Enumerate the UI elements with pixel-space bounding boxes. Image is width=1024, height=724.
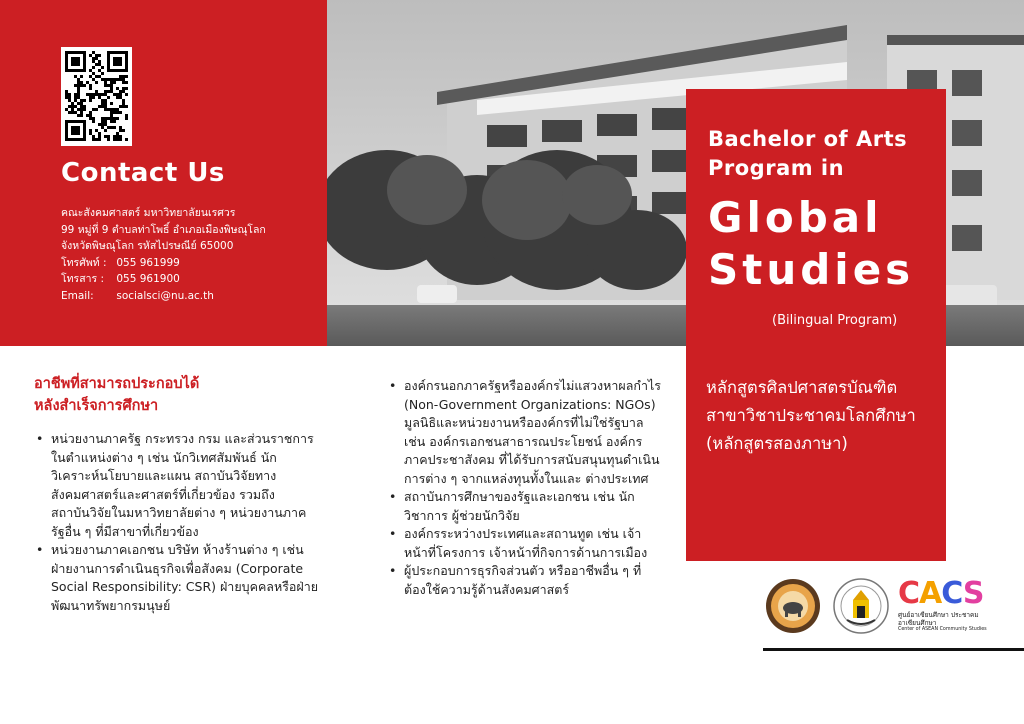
- thai-title-line-3: (หลักสูตรสองภาษา): [706, 434, 848, 453]
- careers-heading-line-2: หลังสำเร็จการศึกษา: [34, 398, 159, 414]
- phone-number[interactable]: 055 961999: [116, 256, 180, 269]
- career-item: • หน่วยงานภาครัฐ กระทรวง กรม และส่วนราชการในตำแหน่งต่าง ๆ เช่น นักวิเทศสัมพันธ์ นักวิเคราะห์นโยบายและแผน สถาบันวิจัยทางสังคมศาสตร์และศาสตร์ที่เกี่ยวข้อง รวมถึงสถาบันวิจัยในมหาวิทยาลัยต่าง ๆ หน่วยงานภาครัฐอื่น ๆ ที่มีสาขาที่เกี่ยวข้อง: [34, 430, 319, 541]
- careers-heading-line-1: อาชีพที่สามารถประกอบได้: [34, 376, 200, 392]
- qr-code[interactable]: [61, 47, 132, 146]
- contact-title: Contact Us: [61, 158, 225, 188]
- address-line-2: จังหวัดพิษณุโลก รหัสไปรษณีย์ 65000: [61, 240, 234, 252]
- email-row: [61, 288, 266, 305]
- degree-heading: [708, 125, 907, 183]
- program-name-line-1: Global: [708, 193, 883, 242]
- thai-title-line-1: หลักสูตรศิลปศาสตรบัณฑิต: [706, 378, 898, 397]
- career-item: • สถาบันการศึกษาของรัฐและเอกชน เช่น นักวิชาการ ผู้ช่วยนักวิจัย: [387, 488, 662, 525]
- cacs-letter: C: [941, 576, 963, 611]
- program-thai-title: [706, 374, 916, 458]
- cacs-thai-name: ศูนย์อาเซียนศึกษา ประชาคมอาเซียนศึกษา: [898, 611, 979, 627]
- degree-line-2: Program in: [708, 156, 845, 180]
- program-name: [708, 192, 914, 296]
- fax-row: [61, 271, 266, 288]
- bottom-rule: [763, 648, 1024, 651]
- phone-row: [61, 255, 266, 272]
- careers-list-left: [34, 430, 319, 615]
- contact-details: [61, 205, 266, 304]
- careers-heading: [34, 373, 199, 417]
- career-item: • หน่วยงานภาคเอกชน บริษัท ห้างร้านต่าง ๆ เช่น ฝ่ายงานการดำเนินธุรกิจเพื่อสังคม (Corporate Social Responsibility: CSR) ฝ่ายบุคคลหรือฝ่ายพัฒนาทรัพยากรมนุษย์: [34, 541, 319, 615]
- address-line-1: 99 หมู่ที่ 9 ตำบลท่าโพธิ์ อำเภอเมืองพิษณุโลก: [61, 223, 266, 236]
- university-seal-icon: [765, 578, 821, 634]
- career-item: • องค์กรระหว่างประเทศและสถานทูต เช่น เจ้าหน้าที่โครงการ เจ้าหน้าที่กิจการด้านการเมือง: [387, 525, 662, 562]
- careers-list-right: [387, 377, 662, 599]
- cacs-wordmark: [898, 578, 990, 610]
- contact-panel: [0, 0, 327, 346]
- program-name-line-2: Studies: [708, 245, 915, 294]
- degree-line-1: Bachelor of Arts: [708, 127, 908, 151]
- program-title-box: [686, 89, 946, 561]
- faculty-name: คณะสังคมศาสตร์ มหาวิทยาลัยนเรศวร: [61, 207, 236, 219]
- cacs-english-name: Center of ASEAN Community Studies: [898, 627, 987, 632]
- cacs-letter: A: [919, 576, 942, 611]
- phone-label: โทรศัพท์ :: [61, 256, 107, 269]
- cacs-logo: [898, 576, 990, 632]
- program-subtitle: (Bilingual Program): [772, 313, 898, 328]
- thai-title-line-2: สาขาวิชาประชาคมโลกศึกษา: [706, 406, 916, 425]
- faculty-seal-icon: [833, 578, 889, 634]
- fax-label: โทรสาร :: [61, 273, 105, 285]
- career-item: • ผู้ประกอบการธุรกิจส่วนตัว หรืออาชีพอื่น ๆ ที่ต้องใช้ความรู้ด้านสังคมศาสตร์: [387, 562, 662, 599]
- email-link[interactable]: socialsci@nu.ac.th: [116, 289, 214, 302]
- cacs-letter: C: [898, 576, 920, 611]
- email-label: Email:: [61, 289, 94, 302]
- cacs-letter: S: [962, 576, 984, 611]
- career-item: • องค์กรนอกภาครัฐหรือองค์กรไม่แสวงหาผลกำไร (Non-Government Organizations: NGOs) มูลนิธิและหน่วยงานหรือองค์กรที่ไม่ใช่รัฐบาล เช่น องค์กรเอกชนสาธารณประโยชน์ องค์กรภาคประชาสังคม ที่ได้รับการสนับสนุนทุนดำเนินการต่าง ๆ จากแหล่งทุนทั้งในและ ต่างประเทศ: [387, 377, 662, 488]
- fax-number: 055 961900: [116, 273, 180, 285]
